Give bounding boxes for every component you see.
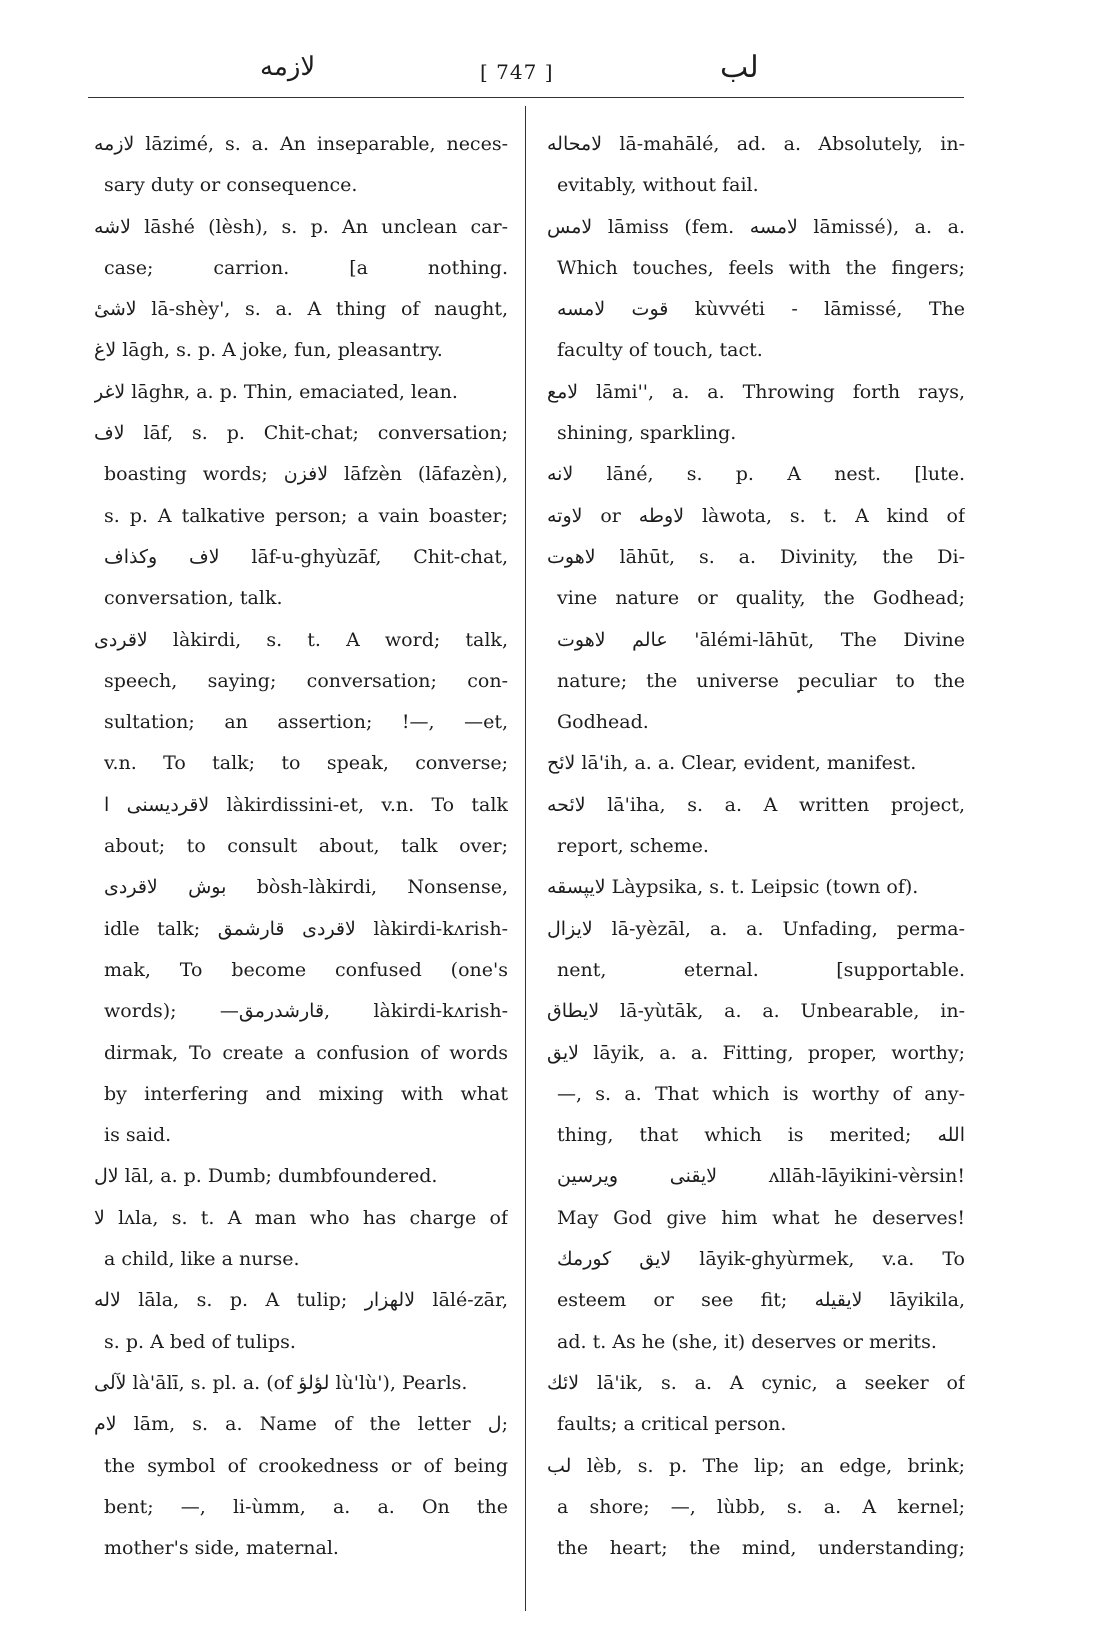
entry-line: لآلی là'ālī, s. pl. a. (of لؤلؤ lù'lù'), Pearls. bbox=[94, 1371, 468, 1394]
entry-continuation-line: dirmak, To create a confusion of words bbox=[104, 1041, 508, 1064]
entry-line: لائح lā'ih, a. a. Clear, evident, manifest. bbox=[547, 752, 917, 775]
entry-line: لال lāl, a. p. Dumb; dumbfoundered. bbox=[94, 1165, 438, 1188]
entry-continuation-line: mak, To become confused (one's bbox=[104, 958, 508, 981]
entry-line: لایق lāyik, a. a. Fitting, proper, worthy; bbox=[547, 1041, 965, 1064]
entry-continuation-line: sary duty or consequence. bbox=[104, 174, 358, 197]
entry-continuation-line: sultation; an assertion; !—, —et, bbox=[104, 711, 508, 734]
page-number: [ 747 ] bbox=[480, 60, 554, 84]
entry-line: لاغر lāghʀ, a. p. Thin, emaciated, lean. bbox=[94, 380, 458, 403]
entry-continuation-line: esteem or see fit; لایقیله lāyikila, bbox=[557, 1289, 965, 1312]
entry-continuation-line: faults; a critical person. bbox=[557, 1413, 787, 1436]
entry-continuation-line: idle talk; لاقردی قارشمق làkirdi-kʌrish- bbox=[104, 917, 508, 940]
entry-continuation-line: boasting words; لافزن lāfzèn (lāfazèn), bbox=[104, 463, 508, 486]
entry-line: لا lʌla, s. t. A man who has charge of bbox=[94, 1206, 508, 1229]
entry-continuation-line: بوش لاقردی bòsh-làkirdi, Nonsense, bbox=[104, 876, 508, 899]
entry-continuation-line: Godhead. bbox=[557, 711, 649, 734]
entry-continuation-line: ad. t. As he (she, it) deserves or merits. bbox=[557, 1330, 937, 1353]
entry-line: لاشه lāshé (lèsh), s. p. An unclean car- bbox=[94, 215, 508, 238]
entry-continuation-line: the heart; the mind, understanding; bbox=[557, 1537, 965, 1560]
entry-line: لاغ lāgh, s. p. A joke, fun, pleasantry. bbox=[94, 339, 443, 362]
entry-continuation-line: conversation, talk. bbox=[104, 587, 283, 610]
entry-line: لاشیٔ lā-shèy', s. a. A thing of naught, bbox=[94, 298, 508, 321]
entry-continuation-line: v.n. To talk; to speak, converse; bbox=[104, 752, 508, 775]
entry-continuation-line: vine nature or quality, the Godhead; bbox=[557, 587, 965, 610]
entry-continuation-line: the symbol of crookedness or of being bbox=[104, 1454, 508, 1477]
entry-line: لازمه lāzimé, s. a. An inseparable, neces- bbox=[94, 133, 508, 155]
entry-continuation-line: nature; the universe peculiar to the bbox=[557, 669, 965, 692]
entry-continuation-line: mother's side, maternal. bbox=[104, 1537, 339, 1560]
entry-continuation-line: report, scheme. bbox=[557, 835, 709, 858]
entry-line: لاهوت lāhūt, s. a. Divinity, the Di- bbox=[547, 545, 965, 568]
entry-continuation-line: about; to consult about, talk over; bbox=[104, 835, 508, 858]
entry-continuation-line: by interfering and mixing with what bbox=[104, 1082, 508, 1105]
entry-line: لاقردی làkirdi, s. t. A word; talk, bbox=[94, 628, 508, 651]
entry-continuation-line: لایقنی ویرسین ʌllāh-lāyikini-vèrsin! bbox=[557, 1165, 965, 1188]
entry-continuation-line: speech, saying; conversation; con- bbox=[104, 669, 508, 692]
right-column bbox=[547, 124, 965, 1569]
entry-line: لانه lāné, s. p. A nest. [lute. bbox=[547, 463, 965, 486]
entry-line: لب lèb, s. p. The lip; an edge, brink; bbox=[547, 1454, 965, 1477]
header-left-word: لازمه bbox=[260, 52, 316, 82]
entry-continuation-line: faculty of touch, tact. bbox=[557, 339, 763, 362]
entry-line: لاف lāf, s. p. Chit-chat; conversation; bbox=[94, 422, 508, 445]
entry-line: لاوته or لاوطه làwota, s. t. A kind of bbox=[547, 504, 965, 527]
entry-continuation-line: nent, eternal. [supportable. bbox=[557, 958, 965, 981]
entry-continuation-line: Which touches, feels with the fingers; bbox=[557, 256, 965, 279]
entry-line: لایپسقه Làypsika, s. t. Leipsic (town of). bbox=[547, 876, 919, 899]
entry-continuation-line: —, s. a. That which is worthy of any- bbox=[557, 1082, 965, 1105]
entry-continuation-line: thing, that which is merited; الله bbox=[557, 1124, 965, 1147]
entry-continuation-line: لاقردیسنی ا làkirdissini-et, v.n. To talk bbox=[104, 793, 508, 816]
entry-line: لایطاق lā-yùtāk, a. a. Unbearable, in- bbox=[547, 1000, 965, 1023]
entry-continuation-line: عالم لاهوت 'ālémi-lāhūt, The Divine bbox=[557, 628, 965, 651]
entry-line: لائك lā'ik, s. a. A cynic, a seeker of bbox=[547, 1371, 965, 1394]
entry-continuation-line: a shore; —, lùbb, s. a. A kernel; bbox=[557, 1495, 965, 1518]
entry-line: لام lām, s. a. Name of the letter ل; bbox=[94, 1413, 508, 1436]
left-column bbox=[94, 124, 508, 1569]
entry-line: لامحاله lā-mahālé, ad. a. Absolutely, in- bbox=[547, 133, 965, 155]
entry-continuation-line: لایق کورمك lāyik-ghyùrmek, v.a. To bbox=[557, 1248, 965, 1271]
entry-continuation-line: words); —قارشدرمق, làkirdi-kʌrish- bbox=[104, 1000, 508, 1023]
column-divider bbox=[525, 106, 526, 1611]
entry-continuation-line: a child, like a nurse. bbox=[104, 1248, 300, 1271]
entry-continuation-line: لاف وکذاف lāf-u-ghyùzāf, Chit-chat, bbox=[104, 545, 508, 568]
entry-continuation-line: shining, sparkling. bbox=[557, 422, 737, 445]
entry-line: لامس lāmiss (fem. لامسه lāmissé), a. a. bbox=[547, 215, 965, 238]
page-header bbox=[90, 52, 960, 92]
entry-continuation-line: evitably, without fail. bbox=[557, 174, 759, 197]
entry-continuation-line: قوت لامسه kùvvéti - lāmissé, The bbox=[557, 298, 965, 321]
header-right-word: لب bbox=[720, 50, 759, 85]
entry-continuation-line: May God give him what he deserves! bbox=[557, 1206, 965, 1229]
entry-line: لایزال lā-yèzāl, a. a. Unfading, perma- bbox=[547, 917, 965, 940]
entry-line: لائحه lā'iha, s. a. A written project, bbox=[547, 793, 965, 816]
entry-continuation-line: bent; —, li-ùmm, a. a. On the bbox=[104, 1495, 508, 1518]
entry-continuation-line: s. p. A bed of tulips. bbox=[104, 1330, 296, 1353]
entry-continuation-line: s. p. A talkative person; a vain boaster; bbox=[104, 504, 508, 527]
entry-line: لامع lāmi'', a. a. Throwing forth rays, bbox=[547, 380, 965, 403]
entry-line: لاله lāla, s. p. A tulip; لالهزار lālé-zār, bbox=[94, 1289, 508, 1312]
entry-continuation-line: case; carrion. [a nothing. bbox=[104, 256, 508, 279]
header-rule bbox=[88, 97, 964, 98]
entry-continuation-line: is said. bbox=[104, 1124, 172, 1147]
